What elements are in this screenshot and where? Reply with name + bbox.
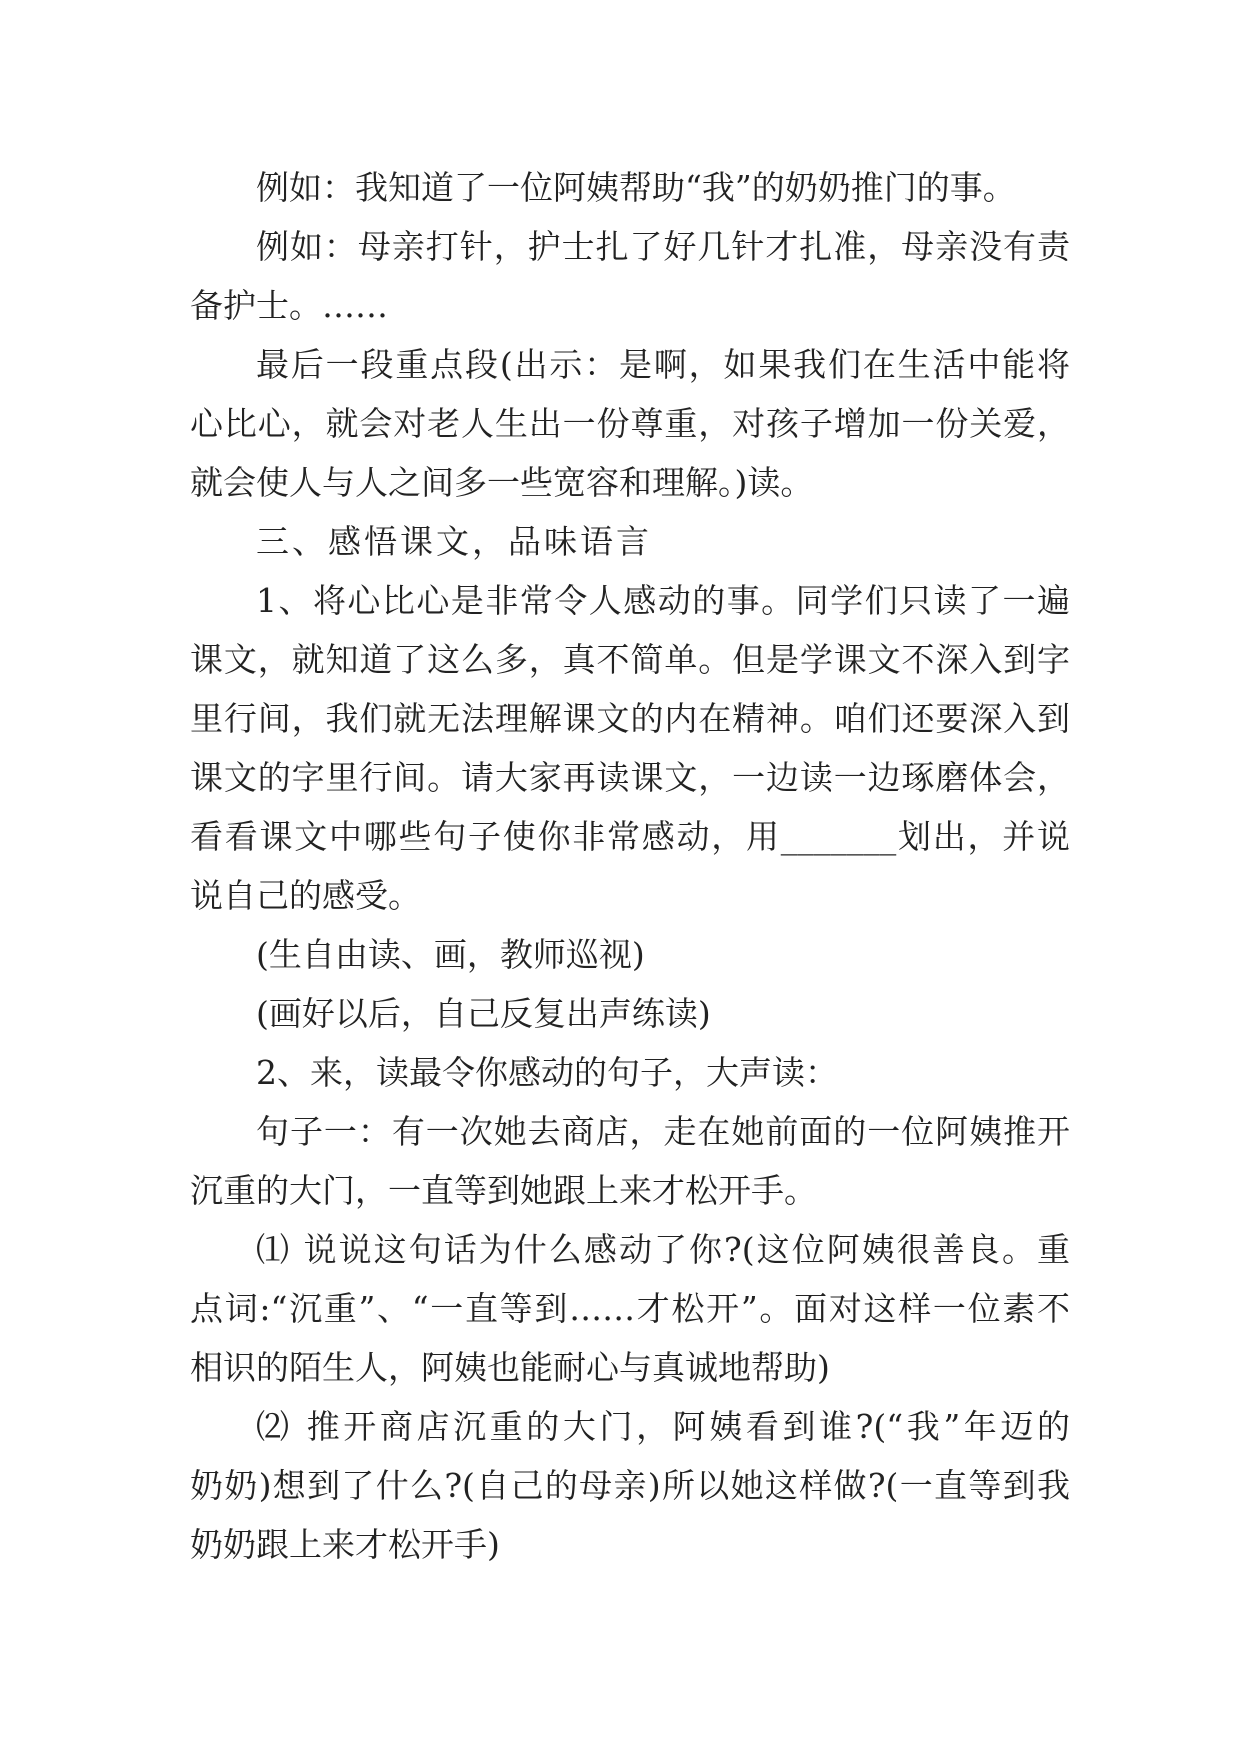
paragraph-line: 说自己的感受。: [190, 876, 421, 915]
paragraph-line: 课文，就知道了这么多，真不简单。但是学课文不深入到字: [190, 640, 1070, 679]
paragraph-line: 课文的字里行间。请大家再读课文，一边读一边琢磨体会，: [190, 758, 1070, 797]
paragraph-line: (画好以后，自己反复出声练读): [256, 994, 711, 1033]
paragraph-line: 相识的陌生人，阿姨也能耐心与真诚地帮助): [190, 1348, 830, 1387]
paragraph-line: 奶奶)想到了什么?(自己的母亲)所以她这样做?(一直等到我: [190, 1466, 1070, 1505]
paragraph-line: 备护士。……: [190, 286, 388, 325]
paragraph-line: 2、来，读最令你感动的句子，大声读：: [256, 1053, 838, 1092]
paragraph-line: ⑴ 说说这句话为什么感动了你?(这位阿姨很善良。重: [256, 1230, 1070, 1269]
paragraph-line: 就会使人与人之间多一些宽容和理解。)读。: [190, 463, 814, 502]
paragraph-line: (生自由读、画，教师巡视): [256, 935, 645, 974]
paragraph-line: 点词:“沉重”、“一直等到……才松开”。面对这样一位素不: [190, 1289, 1070, 1328]
paragraph-line: 沉重的大门，一直等到她跟上来才松开手。: [190, 1171, 817, 1210]
paragraph-line: 例如：母亲打针，护士扎了好几针才扎准，母亲没有责: [256, 227, 1070, 266]
paragraph-line: 奶奶跟上来才松开手): [190, 1525, 500, 1564]
paragraph-line: 看看课文中哪些句子使你非常感动，用_______划出，并说: [190, 817, 1070, 856]
paragraph-line: 例如：我知道了一位阿姨帮助“我”的奶奶推门的事。: [256, 168, 1016, 207]
paragraph-line: ⑵ 推开商店沉重的大门，阿姨看到谁?(“我”年迈的: [256, 1407, 1070, 1446]
paragraph-line: 心比心，就会对老人生出一份尊重，对孩子增加一份关爱，: [190, 404, 1070, 443]
paragraph-line: 句子一：有一次她去商店，走在她前面的一位阿姨推开: [256, 1112, 1070, 1151]
paragraph-line: 最后一段重点段(出示：是啊，如果我们在生活中能将: [256, 345, 1070, 384]
paragraph-line: 1、将心比心是非常令人感动的事。同学们只读了一遍: [256, 581, 1070, 620]
paragraph-line: 里行间，我们就无法理解课文的内在精神。咱们还要深入到: [190, 699, 1070, 738]
section-heading: 三、感悟课文，品味语言: [256, 522, 652, 561]
document-body: [190, 158, 1070, 1574]
